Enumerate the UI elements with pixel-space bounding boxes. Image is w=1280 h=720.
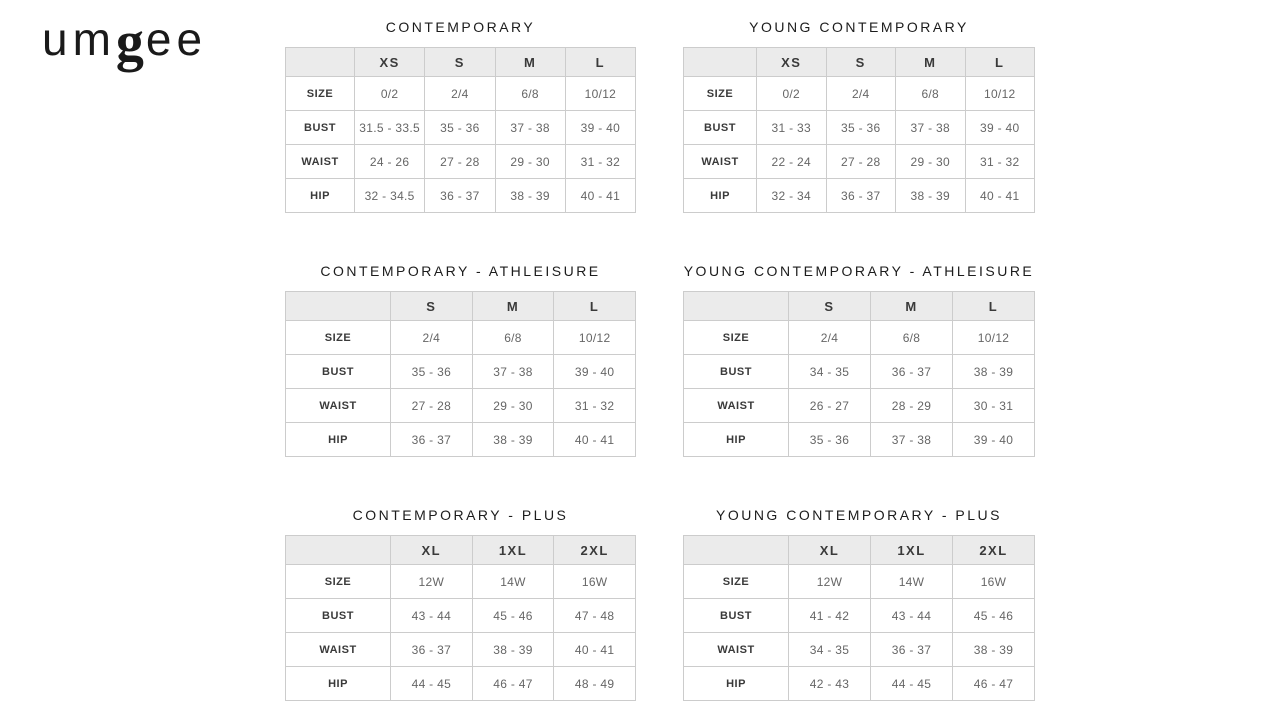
corner-cell bbox=[684, 292, 789, 321]
size-chart-young-contemporary-athleisure bbox=[683, 262, 1035, 457]
cell-value: 0/2 bbox=[355, 77, 425, 111]
cell-value: 36 - 37 bbox=[425, 179, 495, 213]
cell-value: 35 - 36 bbox=[391, 355, 473, 389]
cell-value: 46 - 47 bbox=[953, 667, 1035, 701]
cell-value: 34 - 35 bbox=[789, 355, 871, 389]
cell-value: 46 - 47 bbox=[472, 667, 554, 701]
cell-value: 6/8 bbox=[495, 77, 565, 111]
cell-value: 43 - 44 bbox=[391, 599, 473, 633]
cell-value: 41 - 42 bbox=[789, 599, 871, 633]
header-row bbox=[684, 536, 1035, 565]
cell-value: 22 - 24 bbox=[757, 145, 827, 179]
table-row-waist bbox=[286, 145, 636, 179]
cell-value: 40 - 41 bbox=[965, 179, 1035, 213]
cell-value: 16W bbox=[953, 565, 1035, 599]
cell-value: 31 - 32 bbox=[565, 145, 635, 179]
column-header-s: S bbox=[789, 292, 871, 321]
corner-cell bbox=[684, 48, 757, 77]
row-label-bust: BUST bbox=[286, 111, 355, 145]
cell-value: 36 - 37 bbox=[871, 633, 953, 667]
row-label-size: SIZE bbox=[684, 77, 757, 111]
header-row bbox=[684, 48, 1035, 77]
table-title-young-contemporary: YOUNG CONTEMPORARY bbox=[749, 19, 969, 35]
cell-value: 10/12 bbox=[965, 77, 1035, 111]
row-label-waist: WAIST bbox=[684, 389, 789, 423]
cell-value: 32 - 34.5 bbox=[355, 179, 425, 213]
cell-value: 36 - 37 bbox=[871, 355, 953, 389]
row-label-bust: BUST bbox=[684, 355, 789, 389]
table-row-waist bbox=[684, 145, 1035, 179]
table-row-waist bbox=[286, 633, 636, 667]
cell-value: 44 - 45 bbox=[871, 667, 953, 701]
cell-value: 2/4 bbox=[391, 321, 473, 355]
cell-value: 2/4 bbox=[789, 321, 871, 355]
column-header-m: M bbox=[896, 48, 966, 77]
cell-value: 38 - 39 bbox=[472, 633, 554, 667]
cell-value: 39 - 40 bbox=[965, 111, 1035, 145]
row-label-size: SIZE bbox=[684, 321, 789, 355]
cell-value: 45 - 46 bbox=[953, 599, 1035, 633]
column-header-l: L bbox=[565, 48, 635, 77]
column-header-s: S bbox=[826, 48, 896, 77]
cell-value: 26 - 27 bbox=[789, 389, 871, 423]
cell-value: 44 - 45 bbox=[391, 667, 473, 701]
table-row-size bbox=[286, 321, 636, 355]
row-label-hip: HIP bbox=[286, 667, 391, 701]
table-row-bust bbox=[684, 599, 1035, 633]
size-chart-young-contemporary bbox=[683, 18, 1035, 213]
table-row-size bbox=[286, 77, 636, 111]
column-header-s: S bbox=[425, 48, 495, 77]
table-title-contemporary-athleisure: CONTEMPORARY - ATHLEISURE bbox=[320, 263, 601, 279]
column-header-l: L bbox=[953, 292, 1035, 321]
table-row-size bbox=[286, 565, 636, 599]
row-label-size: SIZE bbox=[286, 565, 391, 599]
cell-value: 35 - 36 bbox=[425, 111, 495, 145]
cell-value: 2/4 bbox=[425, 77, 495, 111]
logo-text-g: g bbox=[115, 11, 146, 73]
cell-value: 2/4 bbox=[826, 77, 896, 111]
row-label-bust: BUST bbox=[684, 111, 757, 145]
row-label-hip: HIP bbox=[684, 179, 757, 213]
table-title-young-contemporary-plus: YOUNG CONTEMPORARY - PLUS bbox=[715, 507, 1003, 523]
cell-value: 47 - 48 bbox=[554, 599, 636, 633]
cell-value: 10/12 bbox=[953, 321, 1035, 355]
header-row bbox=[286, 48, 636, 77]
cell-value: 31 - 32 bbox=[554, 389, 636, 423]
cell-value: 28 - 29 bbox=[871, 389, 953, 423]
table-row-bust bbox=[684, 111, 1035, 145]
size-table-contemporary-athleisure bbox=[285, 291, 636, 457]
cell-value: 38 - 39 bbox=[472, 423, 554, 457]
cell-value: 40 - 41 bbox=[565, 179, 635, 213]
size-table-young-contemporary-plus bbox=[683, 535, 1035, 701]
corner-cell bbox=[286, 48, 355, 77]
column-header-xl: XL bbox=[391, 536, 473, 565]
cell-value: 12W bbox=[391, 565, 473, 599]
column-header-2xl: 2XL bbox=[953, 536, 1035, 565]
size-chart-contemporary-athleisure bbox=[285, 262, 636, 457]
cell-value: 38 - 39 bbox=[896, 179, 966, 213]
table-title-contemporary-plus: CONTEMPORARY - PLUS bbox=[352, 507, 569, 523]
cell-value: 43 - 44 bbox=[871, 599, 953, 633]
table-row-bust bbox=[286, 111, 636, 145]
size-table-contemporary bbox=[285, 47, 636, 213]
cell-value: 37 - 38 bbox=[871, 423, 953, 457]
table-row-hip bbox=[286, 423, 636, 457]
table-row-hip bbox=[684, 179, 1035, 213]
size-chart-contemporary bbox=[285, 18, 636, 213]
row-label-hip: HIP bbox=[684, 667, 789, 701]
size-table-contemporary-plus bbox=[285, 535, 636, 701]
table-row-waist bbox=[684, 389, 1035, 423]
cell-value: 45 - 46 bbox=[472, 599, 554, 633]
cell-value: 27 - 28 bbox=[391, 389, 473, 423]
cell-value: 37 - 38 bbox=[896, 111, 966, 145]
cell-value: 38 - 39 bbox=[495, 179, 565, 213]
cell-value: 35 - 36 bbox=[826, 111, 896, 145]
corner-cell bbox=[286, 536, 391, 565]
row-label-hip: HIP bbox=[286, 423, 391, 457]
size-chart-young-contemporary-plus bbox=[683, 506, 1035, 701]
row-label-bust: BUST bbox=[286, 355, 391, 389]
cell-value: 27 - 28 bbox=[425, 145, 495, 179]
brand-logo bbox=[42, 11, 208, 73]
row-label-bust: BUST bbox=[684, 599, 789, 633]
cell-value: 12W bbox=[789, 565, 871, 599]
cell-value: 6/8 bbox=[871, 321, 953, 355]
cell-value: 31 - 32 bbox=[965, 145, 1035, 179]
column-header-m: M bbox=[495, 48, 565, 77]
table-row-size bbox=[684, 321, 1035, 355]
column-header-m: M bbox=[472, 292, 554, 321]
cell-value: 38 - 39 bbox=[953, 355, 1035, 389]
row-label-waist: WAIST bbox=[286, 389, 391, 423]
table-row-hip bbox=[684, 423, 1035, 457]
cell-value: 16W bbox=[554, 565, 636, 599]
cell-value: 36 - 37 bbox=[391, 423, 473, 457]
row-label-waist: WAIST bbox=[286, 145, 355, 179]
table-row-size bbox=[684, 77, 1035, 111]
cell-value: 10/12 bbox=[554, 321, 636, 355]
logo-text-ee: ee bbox=[145, 13, 208, 65]
table-row-waist bbox=[286, 389, 636, 423]
table-row-hip bbox=[684, 667, 1035, 701]
table-row-waist bbox=[684, 633, 1035, 667]
row-label-waist: WAIST bbox=[286, 633, 391, 667]
cell-value: 31.5 - 33.5 bbox=[355, 111, 425, 145]
size-table-young-contemporary bbox=[683, 47, 1035, 213]
table-row-bust bbox=[286, 599, 636, 633]
row-label-waist: WAIST bbox=[684, 145, 757, 179]
row-label-bust: BUST bbox=[286, 599, 391, 633]
cell-value: 14W bbox=[472, 565, 554, 599]
cell-value: 32 - 34 bbox=[757, 179, 827, 213]
column-header-s: S bbox=[391, 292, 473, 321]
table-title-young-contemporary-athleisure: YOUNG CONTEMPORARY - ATHLEISURE bbox=[683, 263, 1035, 279]
table-row-hip bbox=[286, 179, 636, 213]
cell-value: 34 - 35 bbox=[789, 633, 871, 667]
cell-value: 29 - 30 bbox=[896, 145, 966, 179]
table-row-hip bbox=[286, 667, 636, 701]
cell-value: 14W bbox=[871, 565, 953, 599]
cell-value: 42 - 43 bbox=[789, 667, 871, 701]
cell-value: 29 - 30 bbox=[495, 145, 565, 179]
cell-value: 37 - 38 bbox=[495, 111, 565, 145]
row-label-waist: WAIST bbox=[684, 633, 789, 667]
cell-value: 30 - 31 bbox=[953, 389, 1035, 423]
cell-value: 40 - 41 bbox=[554, 633, 636, 667]
column-header-m: M bbox=[871, 292, 953, 321]
cell-value: 35 - 36 bbox=[789, 423, 871, 457]
column-header-xs: XS bbox=[757, 48, 827, 77]
logo-text-um: um bbox=[42, 13, 116, 65]
cell-value: 36 - 37 bbox=[826, 179, 896, 213]
table-title-contemporary: CONTEMPORARY bbox=[385, 19, 536, 35]
corner-cell bbox=[684, 536, 789, 565]
row-label-size: SIZE bbox=[286, 321, 391, 355]
cell-value: 0/2 bbox=[757, 77, 827, 111]
column-header-xs: XS bbox=[355, 48, 425, 77]
header-row bbox=[286, 292, 636, 321]
row-label-size: SIZE bbox=[286, 77, 355, 111]
column-header-xl: XL bbox=[789, 536, 871, 565]
cell-value: 29 - 30 bbox=[472, 389, 554, 423]
size-table-young-contemporary-athleisure bbox=[683, 291, 1035, 457]
column-header-2xl: 2XL bbox=[554, 536, 636, 565]
cell-value: 39 - 40 bbox=[554, 355, 636, 389]
column-header-1xl: 1XL bbox=[472, 536, 554, 565]
table-row-bust bbox=[684, 355, 1035, 389]
column-header-l: L bbox=[554, 292, 636, 321]
cell-value: 48 - 49 bbox=[554, 667, 636, 701]
table-row-size bbox=[684, 565, 1035, 599]
corner-cell bbox=[286, 292, 391, 321]
cell-value: 6/8 bbox=[896, 77, 966, 111]
cell-value: 27 - 28 bbox=[826, 145, 896, 179]
cell-value: 39 - 40 bbox=[953, 423, 1035, 457]
cell-value: 31 - 33 bbox=[757, 111, 827, 145]
column-header-l: L bbox=[965, 48, 1035, 77]
cell-value: 36 - 37 bbox=[391, 633, 473, 667]
header-row bbox=[684, 292, 1035, 321]
cell-value: 10/12 bbox=[565, 77, 635, 111]
column-header-1xl: 1XL bbox=[871, 536, 953, 565]
size-chart-contemporary-plus bbox=[285, 506, 636, 701]
row-label-hip: HIP bbox=[286, 179, 355, 213]
row-label-size: SIZE bbox=[684, 565, 789, 599]
row-label-hip: HIP bbox=[684, 423, 789, 457]
cell-value: 37 - 38 bbox=[472, 355, 554, 389]
cell-value: 39 - 40 bbox=[565, 111, 635, 145]
header-row bbox=[286, 536, 636, 565]
cell-value: 40 - 41 bbox=[554, 423, 636, 457]
cell-value: 38 - 39 bbox=[953, 633, 1035, 667]
cell-value: 6/8 bbox=[472, 321, 554, 355]
cell-value: 24 - 26 bbox=[355, 145, 425, 179]
table-row-bust bbox=[286, 355, 636, 389]
